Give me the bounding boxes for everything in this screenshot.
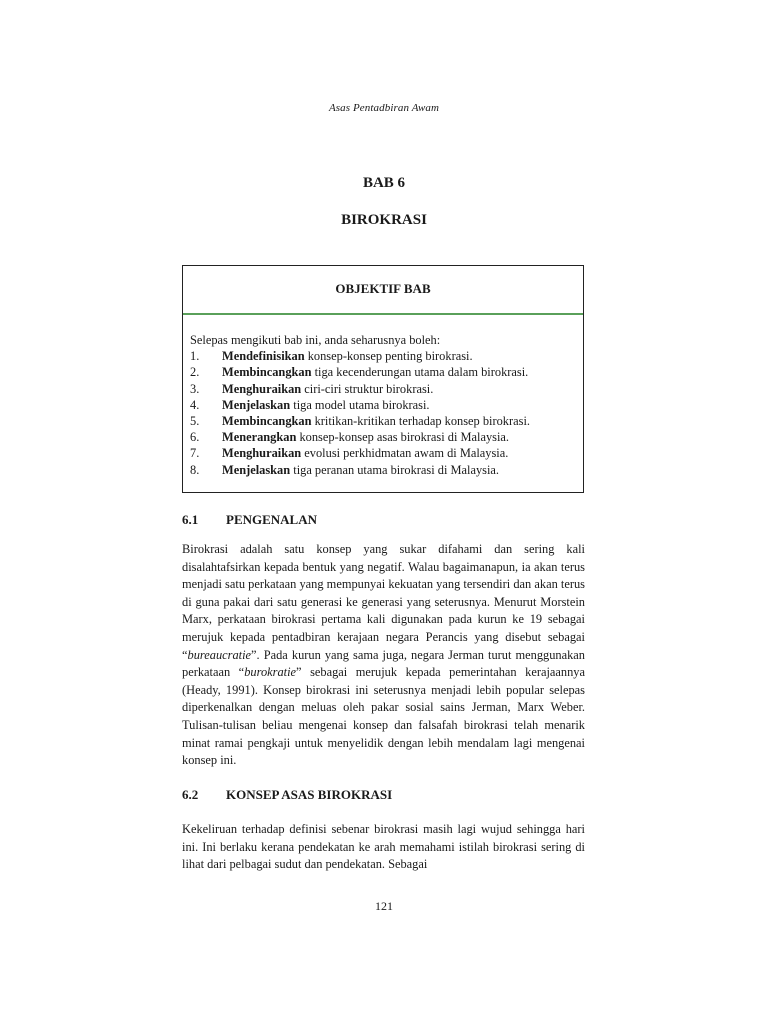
running-header: Asas Pentadbiran Awam (328, 102, 440, 114)
objective-item (190, 429, 576, 445)
paragraph-text: ” sebagai merujuk kepada pemerintahan kerajaannya (Heady, 1991). Konsep birokrasi ini seterusnya menjadi lebih popular selepas diperkenalkan dengan meluas oleh pakar sosial sains Jerman, Marx Weber. Tulisan-tulisan beliau mengenai konsep dan falsafah birokrasi telah menarik minat ramai pengkaji untuk menyelidik dengan lebih mendalam lagi mengenai konsep ini. (182, 665, 585, 768)
objective-text (222, 397, 430, 413)
objective-verb: Menjelaskan (222, 462, 291, 477)
objective-rest: tiga model utama birokrasi. (290, 397, 430, 412)
paragraph-pengenalan (182, 541, 585, 770)
section-heading-pengenalan (182, 512, 317, 528)
objective-verb: Menghuraikan (222, 446, 302, 461)
objective-item (190, 397, 576, 413)
objective-rest: konsep-konsep penting birokrasi. (304, 349, 473, 364)
objectives-heading: OBJEKTIF BAB (183, 266, 583, 315)
section-number: 6.1 (182, 512, 199, 527)
objective-rest: konsep-konsep asas birokrasi di Malaysia. (296, 430, 510, 445)
objectives-body (183, 315, 583, 478)
objective-text (222, 445, 508, 461)
paragraph-text: ”. Pada kurun yang sama juga, negara Jerman turut menggunakan perkataan “ (182, 647, 585, 680)
objective-rest: evolusi perkhidmatan awam di Malaysia. (301, 446, 509, 461)
paragraph-text: Kekeliruan terhadap definisi sebenar birokrasi masih lagi wujud sehingga hari ini. Ini berlaku kerana pendekatan ke arah memahami istilah birokrasi sering di lihat dari pelbagai sudut dan pendekatan. Sebagai (182, 822, 585, 872)
objective-number: 2. (190, 365, 200, 380)
objective-text (222, 348, 473, 364)
objective-number: 8. (190, 462, 200, 477)
objectives-intro: Selepas mengikuti bab ini, anda seharusnya boleh: (190, 333, 441, 347)
paragraph-text: Birokrasi adalah satu konsep yang sukar difahami dan sering kali disalahtafsirkan kepada bentuk yang negatif. Walau bagaimanapun, ia akan terus menjadi satu perkataan yang mempunyai kekuatan yang tersendiri dan akan terus di guna pakai dari satu generasi ke generasi yang seterusnya. Menurut Morstein Marx, perkataan birokrasi pertama kali digunakan pada kurun ke 19 sebagai merujuk kepada pentadbiran kerajaan negara Perancis yang disebut sebagai “ (182, 542, 585, 662)
section-title: PENGENALAN (226, 512, 318, 527)
objective-item (190, 462, 576, 478)
objective-text (222, 381, 433, 397)
objective-verb: Membincangkan (222, 365, 312, 380)
objective-number: 1. (190, 349, 200, 364)
objective-rest: tiga kecenderungan utama dalam birokrasi. (311, 365, 529, 380)
objective-verb: Menghuraikan (222, 381, 302, 396)
objective-item (190, 445, 576, 461)
objective-number: 6. (190, 430, 200, 445)
objective-verb: Menjelaskan (222, 397, 291, 412)
objective-rest: ciri-ciri struktur birokrasi. (301, 381, 434, 396)
objective-text (222, 364, 528, 380)
section-title: KONSEP ASAS BIROKRASI (226, 787, 393, 802)
objectives-list (190, 348, 576, 478)
objective-rest: kritikan-kritikan terhadap konsep birokrasi. (311, 414, 530, 429)
objective-item (190, 348, 576, 364)
section-heading-konsep-asas (182, 787, 392, 803)
objective-item (190, 364, 576, 380)
chapter-number: BAB 6 (362, 175, 406, 191)
objective-text (222, 462, 499, 478)
page-number: 121 (375, 899, 393, 913)
objective-rest: tiga peranan utama birokrasi di Malaysia. (290, 462, 500, 477)
objective-text (222, 429, 509, 445)
paragraph-konsep-asas (182, 821, 585, 874)
objective-number: 5. (190, 414, 200, 429)
chapter-title: BIROKRASI (341, 212, 427, 228)
objective-item (190, 381, 576, 397)
paragraph-term-bureaucratie: bureaucratie (187, 647, 252, 662)
objective-item (190, 413, 576, 429)
objective-number: 3. (190, 381, 200, 396)
objective-verb: Menerangkan (222, 430, 297, 445)
objective-number: 7. (190, 446, 200, 461)
objective-text (222, 413, 530, 429)
paragraph-term-burokratie: burokratie (244, 665, 297, 680)
objective-verb: Mendefinisikan (222, 349, 305, 364)
objective-verb: Membincangkan (222, 414, 312, 429)
objectives-box (182, 265, 584, 493)
section-number: 6.2 (182, 787, 199, 802)
objective-number: 4. (190, 397, 200, 412)
